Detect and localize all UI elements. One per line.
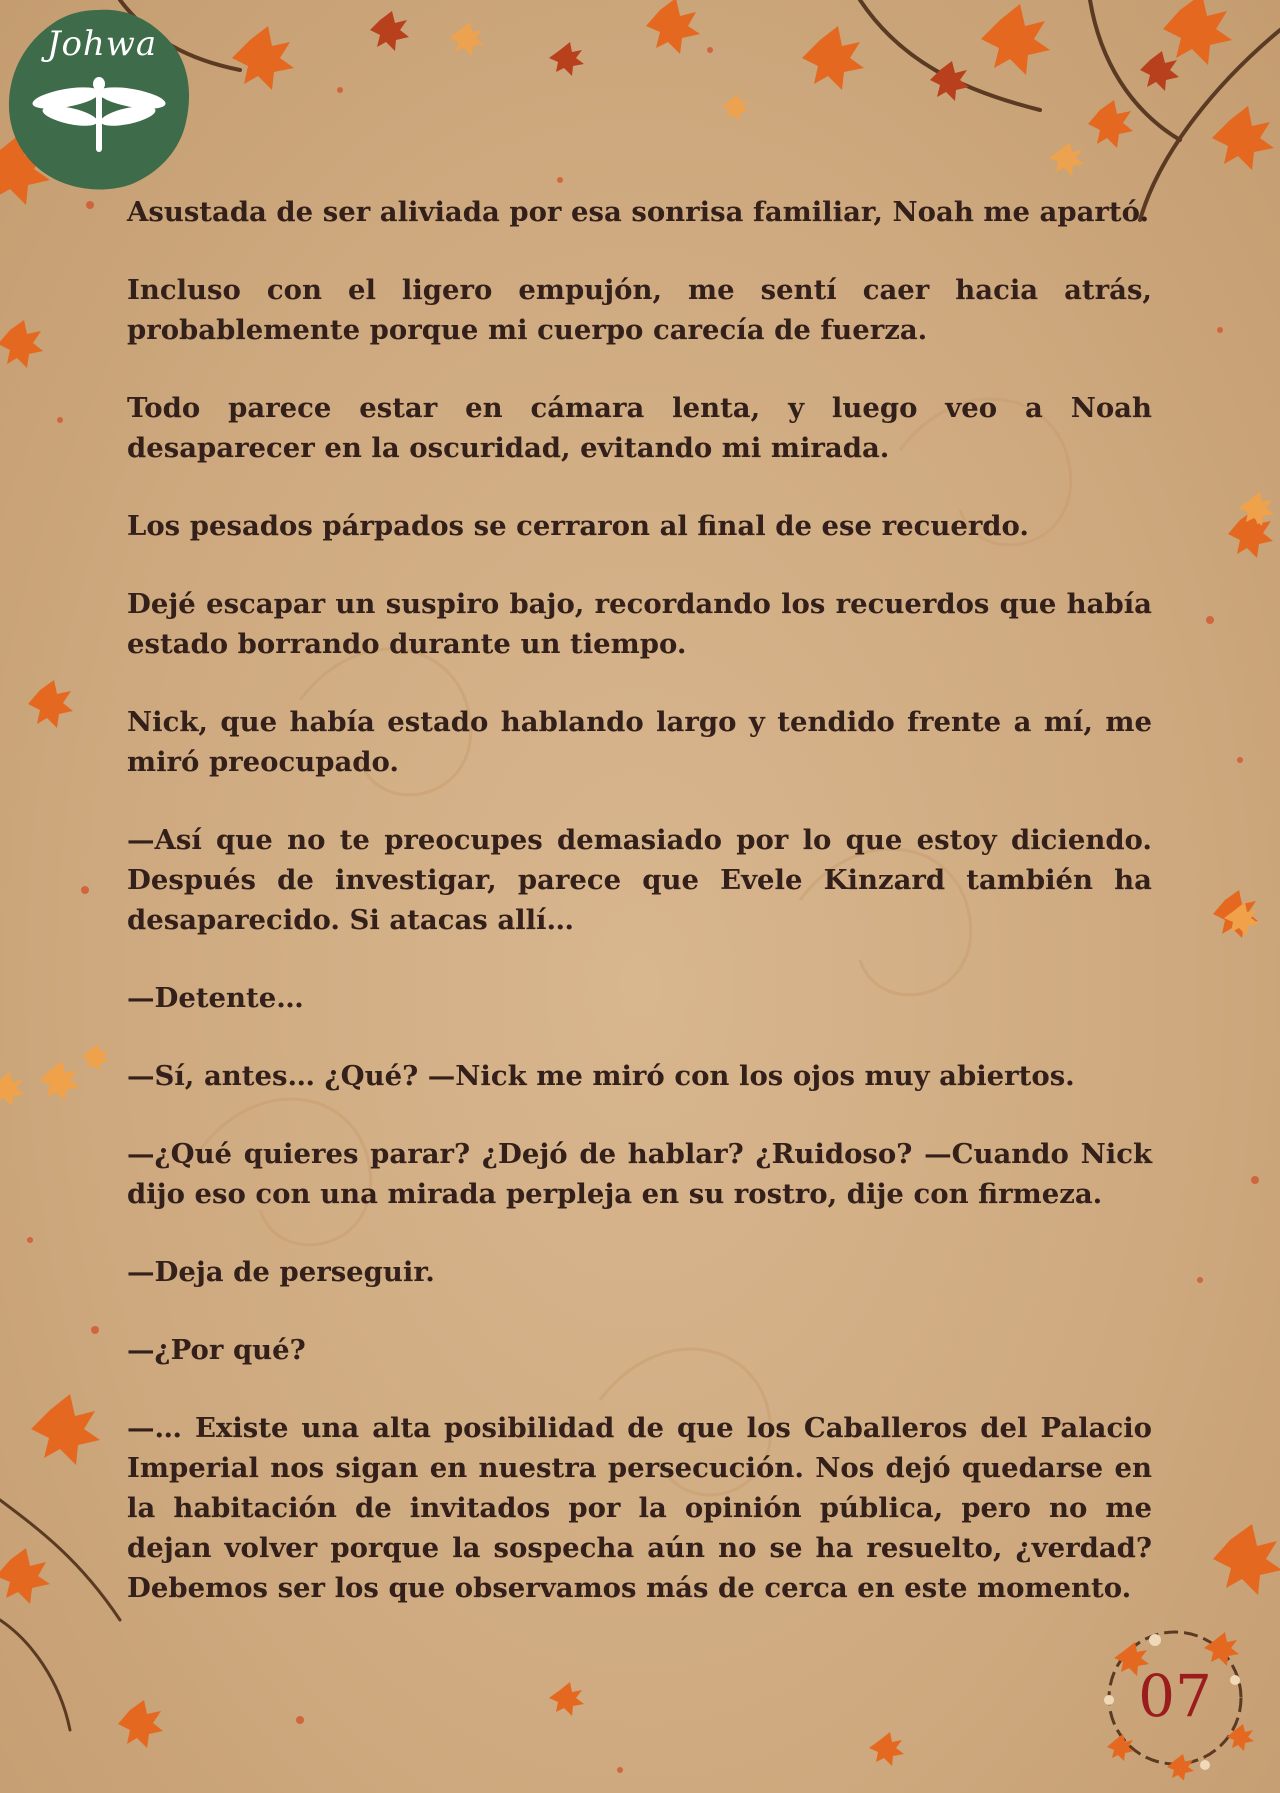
paragraph: —¿Por qué?	[127, 1334, 306, 1366]
paragraph: Todo parece estar en cámara lenta, y luego veo a Noah desaparecer en la oscuridad, evitando mi mirada.	[127, 392, 1152, 464]
paragraph: —Detente…	[127, 982, 304, 1014]
story-text	[127, 192, 1152, 1646]
paragraph: —Así que no te preocupes demasiado por lo que estoy diciendo. Después de investigar, parece que Evele Kinzard también ha desaparecido. Si atacas allí…	[127, 824, 1152, 936]
paragraph: Asustada de ser aliviada por esa sonrisa familiar, Noah me apartó.	[127, 196, 1150, 228]
logo-text: Johwa	[46, 24, 158, 64]
paragraph: Nick, que había estado hablando largo y tendido frente a mí, me miró preocupado.	[127, 706, 1152, 778]
logo	[4, 4, 194, 194]
paragraph: Incluso con el ligero empujón, me sentí caer hacia atrás, probablemente porque mi cuerpo carecía de fuerza.	[127, 274, 1152, 346]
page-number-wreath	[1085, 1610, 1265, 1780]
paragraph: Los pesados párpados se cerraron al final de ese recuerdo.	[127, 510, 1029, 542]
page-number: 07	[1138, 1662, 1212, 1730]
paragraph: Dejé escapar un suspiro bajo, recordando los recuerdos que había estado borrando durante un tiempo.	[127, 588, 1152, 660]
paragraph: —… Existe una alta posibilidad de que los Caballeros del Palacio Imperial nos sigan en nuestra persecución. Nos dejó quedarse en la habitación de invitados por la opinión pública, pero no me dejan volver porque la sospecha aún no se ha resuelto, ¿verdad? Debemos ser los que observamos más de cerca en este momento.	[127, 1412, 1152, 1604]
paragraph: —Sí, antes… ¿Qué? —Nick me miró con los ojos muy abiertos.	[127, 1060, 1075, 1092]
paragraph: —¿Qué quieres parar? ¿Dejó de hablar? ¿Ruidoso? —Cuando Nick dijo eso con una mirada perpleja en su rostro, dije con firmeza.	[127, 1138, 1152, 1210]
paragraph: —Deja de perseguir.	[127, 1256, 435, 1288]
